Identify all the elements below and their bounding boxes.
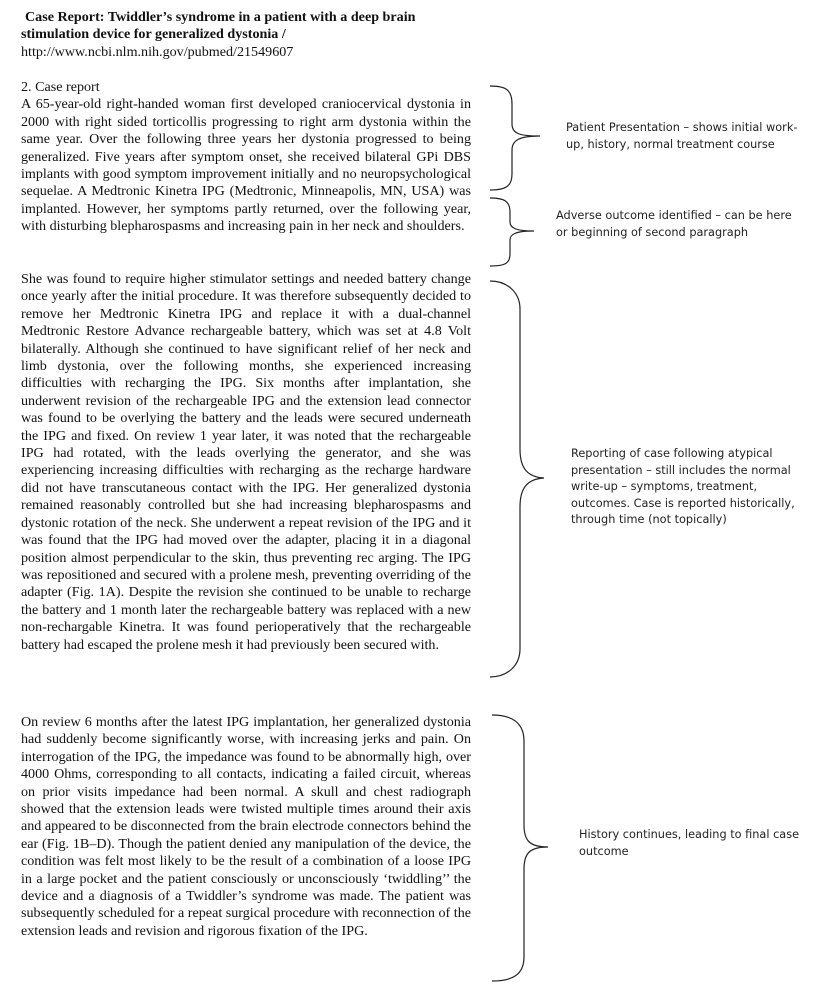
right-brace-icon [488,196,543,270]
right-brace-icon [488,279,548,681]
case-report-section [21,79,471,236]
annotation-history-continues: History continues, leading to final case outcome [579,828,800,858]
annotation-atypical-reporting: Reporting of case following atypical presentation – still includes the normal write-up – symptoms, treatment, outcomes. Case is reported historically, through time (not topically) [571,447,795,526]
right-brace-icon [488,84,548,194]
document-title-line-1: Case Report: Twiddler’s syndrome in a patient with a deep brain [25,9,416,25]
paragraph-final-outcome: On review 6 months after the latest IPG implantation, her generalized dystonia had suddenly become significantly worse, with increasing jerks and pain. On interrogation of the IPG, the impedance was found to be abnormally high, over 4000 Ohms, corresponding to all contacts, indicating a failed circuit, whereas on prior visits impedance had been normal. A skull and chest radiograph showed that the extension leads were twisted multiple times around their axis and appeared to be disconnected from the brain electrode connectors behind the ear (Fig. 1B–D). Though the patient denied any manipulation of the device, the condition was felt most likely to be the result of a combination of a loose IPG in a large pocket and the patient consciously or unconsciously ‘twiddling’’ the device and a diagnosis of a Twiddler’s syndrome was made. The patient was subsequently scheduled for a repeat surgical procedure with reconnection of the extension leads and revision and rigorous fixation of the IPG. [21,714,471,939]
paragraph-patient-presentation: A 65-year-old right-handed woman first developed craniocervical dystonia in 2000 with right sided torticollis progressing to right arm dystonia within the same year. Over the following three years her dystonia progressed to being generalized. Five years after symptom onset, she received bilateral GPi DBS implants with good symptom improvement initially and no neuropsychological sequelae. A Medtronic Kinetra IPG (Medtronic, Minneapolis, MN, USA) was implanted. However, her symptoms partly returned, over the following year, with disturbing blepharospasms and increasing pain in her neck and shoulders. [21,96,471,235]
annotation-adverse-outcome: Adverse outcome identified – can be here or beginning of second paragraph [556,209,792,239]
document-title-block [21,9,491,61]
document-title-line-2: stimulation device for generalized dystonia / [21,26,286,43]
source-url[interactable]: http://www.ncbi.nlm.nih.gov/pubmed/21549607 [21,43,294,60]
paragraph-block-2 [21,271,471,654]
section-heading: 2. Case report [21,79,100,95]
annotation-patient-presentation: Patient Presentation – shows initial work-up, history, normal treatment course [566,121,798,151]
paragraph-block-3 [21,714,471,940]
right-brace-icon [490,713,550,985]
paragraph-atypical-course: She was found to require higher stimulator settings and needed battery change once yearly after the initial procedure. It was therefore subsequently decided to remove her Medtronic Kinetra IPG and replace it with a dual-channel Medtronic Restore Advance rechargeable battery, which was set at 4.8 Volt bilaterally. Although she continued to have significant relief of her neck and limb dystonia, over the following months, she experienced increasing difficulties with recharging the IPG. Six months after implantation, she underwent revision of the rechargeable IPG and the extension lead connector was found to be overlying the battery and the leads were secured underneath the IPG and fixed. On review 1 year later, it was noted that the rechargeable IPG had rotated, with the leads overlying the generator, and she was experiencing increasing difficulties with recharging as the recharge hardware did not have transcutaneous contact with the IPG. Her generalized dystonia remained reasonably controlled but she had increasing blepharospasms and dystonic rotation of the neck. She underwent a repeat revision of the IPG and it was found that the IPG had moved over the adapter, placing it in a diagonal position almost perpendicular to the skin, thus preventing rec arging. The IPG was repositioned and secured with a prolene mesh, preventing overriding of the adapter (Fig. 1A). Despite the revision she continued to be unable to recharge the battery and 1 month later the rechargeable battery was replaced with a new non-rechargable Kinetra. It was found perioperatively that the rechargeable battery had escaped the prolene mesh it had previously been secured with. [21,271,471,653]
